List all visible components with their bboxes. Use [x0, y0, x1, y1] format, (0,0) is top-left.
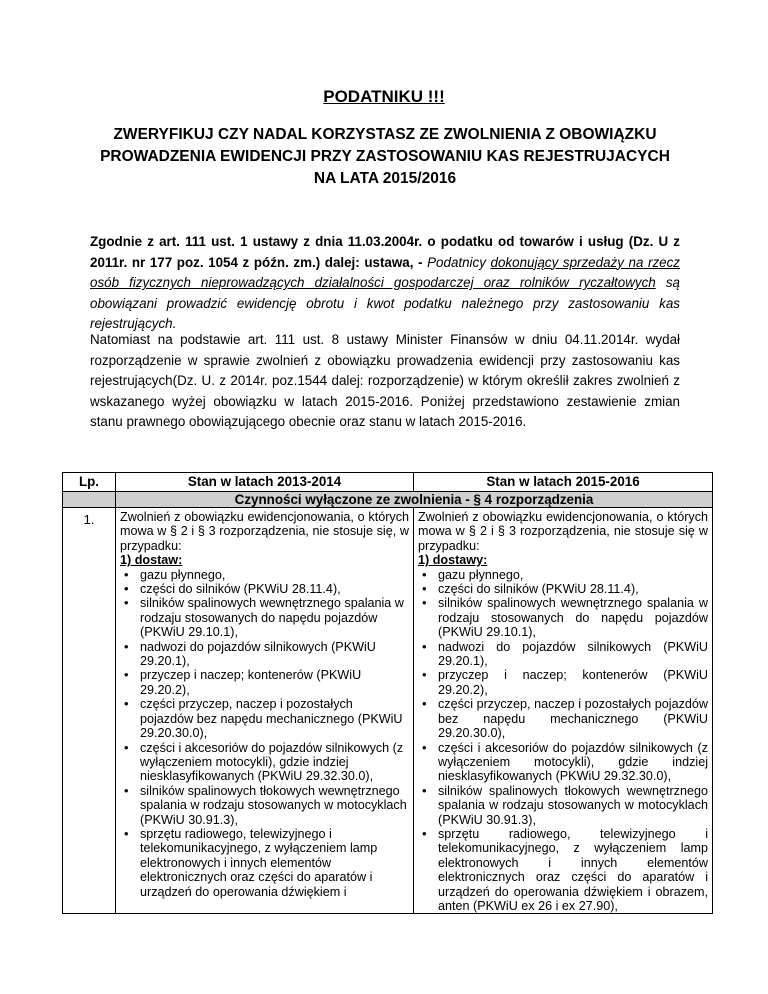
page-title: PODATNIKU !!! — [323, 87, 445, 106]
list-item: • sprzętu radiowego, telewizyjnego i telekomunikacyjnego, z wyłączeniem lamp elektronowych i innych elementów elektronicznych oraz części do aparatów i urządzeń do operowania dźwiękiem i obrazem, anten (PKWiU ex 26 i ex 27.90), — [438, 827, 708, 913]
col1-intro: Zwolnień z obowiązku ewidencjonowania, o których mowa w § 2 i § 3 rozporządzenia, nie stosuje się, w przypadku: — [120, 510, 409, 553]
paragraph-italic-a: Podatnicy — [422, 254, 491, 270]
list-item: • sprzętu radiowego, telewizyjnego i telekomunikacyjnego, z wyłączeniem lamp elektronowych i innych elementów elektronicznych oraz części do aparatów i urządzeń do operowania dźwiękiem i — [140, 827, 409, 899]
header-col1: Stan w latach 2013-2014 — [116, 473, 414, 492]
list-item: • silników spalinowych tłokowych wewnętrznego spalania w rodzaju stosowanych w motocyklach (PKWiU 30.91.3), — [438, 784, 708, 827]
col1-list — [120, 568, 409, 899]
page-subtitle: ZWERYFIKUJ CZY NADAL KORZYSTASZ ZE ZWOLNIENIA Z OBOWIĄZKU PROWADZENIA EWIDENCJI PRZY ZASTOSOWANIU KAS REJESTRUJACYCH NA LATA 2015/2016 — [100, 126, 670, 187]
col1-cell — [116, 508, 414, 914]
list-item: • części przyczep, naczep i pozostałych pojazdów bez napędu mechanicznego (PKWiU 29.20.30.0), — [140, 697, 409, 740]
col2-intro: Zwolnień z obowiązku ewidencjonowania, o których mowa w § 2 i § 3 rozporządzenia, nie stosuje się w przypadku: — [418, 510, 708, 553]
paragraph-italic-b: są obowiązani prowadzić ewidencję obrotu i kwot podatku należnego przy zastosowaniu kas rejestrujących. — [90, 275, 680, 331]
col2-list — [418, 568, 708, 914]
header-lp: Lp. — [63, 473, 116, 492]
table-row — [63, 508, 713, 914]
paragraph-legal-basis — [90, 232, 680, 335]
list-item: • gazu płynnego, — [438, 568, 708, 582]
col2-cell — [414, 508, 713, 914]
comparison-table — [62, 472, 713, 914]
row-number: 1. — [63, 508, 116, 914]
list-item: • nadwozi do pojazdów silnikowych (PKWiU 29.20.1), — [140, 640, 409, 669]
list-item: • silników spalinowych wewnętrznego spalania w rodzaju stosowanych do napędu pojazdów (PKWiU 29.10.1), — [140, 596, 409, 639]
header-col2: Stan w latach 2015-2016 — [414, 473, 713, 492]
list-item: • przyczep i naczep; kontenerów (PKWiU 29.20.2), — [140, 668, 409, 697]
list-item: • części przyczep, naczep i pozostałych pojazdów bez napędu mechanicznego (PKWiU 29.20.30.0), — [438, 697, 708, 740]
table-section-row — [63, 492, 713, 508]
paragraph-regulation: Natomiast na podstawie art. 111 ust. 8 ustawy Minister Finansów w dniu 04.11.2014r. wydał rozporządzenie w sprawie zwolnień z obowiązku prowadzenia ewidencji przy zastosowaniu kas rejestrujących(Dz. U. z 2014r. poz.1544 dalej: rozporządzenie) w którym określił zakres zwolnień z wskazanego wyżej obowiązku w latach 2015-2016. Poniżej przedstawiono zestawienie zmian stanu prawnego obowiązującego obecnie oraz stanu w latach 2015-2016. — [90, 332, 680, 429]
list-item: • części i akcesoriów do pojazdów silnikowych (z wyłączeniem motocykli), gdzie indziej niesklasyfikowanych (PKWiU 29.32.30.0), — [140, 741, 409, 784]
col2-dostaw: 1) dostawy: — [418, 553, 488, 568]
list-item: • przyczep i naczep; kontenerów (PKWiU 29.20.2), — [438, 668, 708, 697]
list-item: • części i akcesoriów do pojazdów silnikowych (z wyłączeniem motocykli), gdzie indziej niesklasyfikowanych (PKWiU 29.32.30.0), — [438, 741, 708, 784]
list-item: • silników spalinowych wewnętrznego spalania w rodzaju stosowanych do napędu pojazdów (PKWiU 29.10.1), — [438, 596, 708, 639]
list-item: • silników spalinowych tłokowych wewnętrznego spalania w rodzaju stosowanych w motocyklach (PKWiU 30.91.3), — [140, 784, 409, 827]
section-lp-blank — [63, 492, 116, 508]
list-item: • gazu płynnego, — [140, 568, 409, 582]
paragraph-lead: Zgodnie z art. 111 ust. 1 ustawy z dnia 11.03.2004r. o podatku od towarów i usług (Dz. U z 2011r. nr 177 poz. 1054 z późn. zm.) dalej: ustawa, - — [90, 234, 680, 270]
section-title: Czynności wyłączone ze zwolnienia - § 4 rozporządzenia — [116, 492, 713, 508]
paragraph-italic-underlined: dokonujący sprzedaży na rzecz osób fizycznych nieprowadzących działalności gospodarczej oraz rolników ryczałtowych — [90, 254, 680, 290]
list-item: • nadwozi do pojazdów silnikowych (PKWiU 29.20.1), — [438, 640, 708, 669]
table-header-row — [63, 473, 713, 492]
col1-dostaw: 1) dostaw: — [120, 553, 183, 568]
list-item: • części do silników (PKWiU 28.11.4), — [438, 582, 708, 596]
list-item: • części do silników (PKWiU 28.11.4), — [140, 582, 409, 596]
